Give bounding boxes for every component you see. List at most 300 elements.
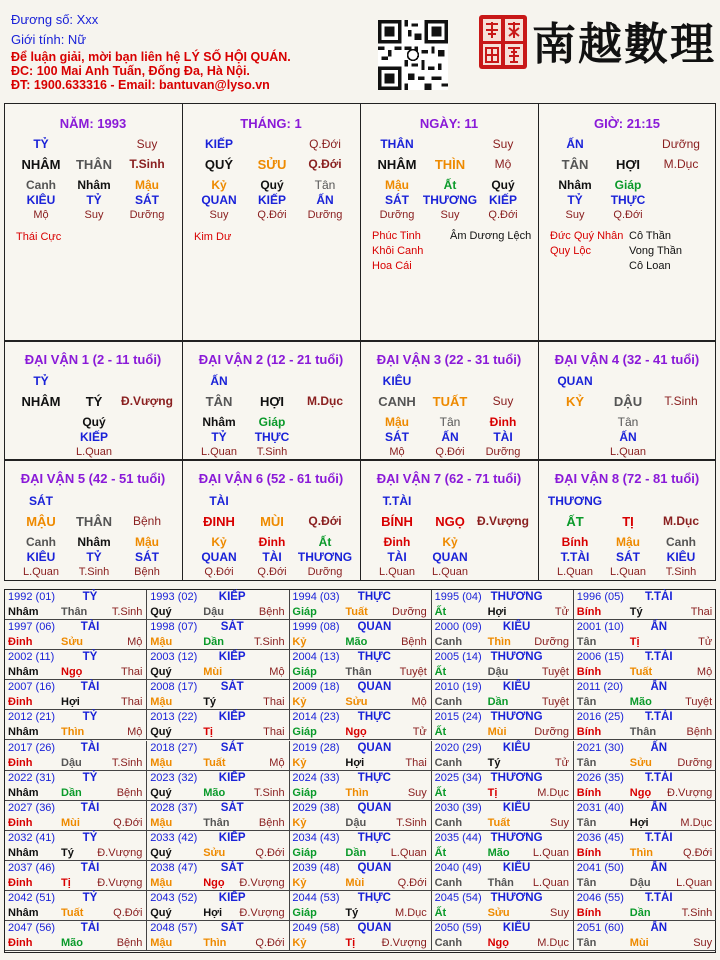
year-branch: Mùi: [487, 726, 507, 739]
year-label: 2013 (22): [150, 711, 198, 724]
year-branch: Dậu: [345, 816, 367, 829]
year-god: QUAN: [357, 861, 392, 874]
year-stem: Đinh: [8, 876, 33, 889]
year-state: Đ.Vượng: [239, 876, 285, 889]
year-state: Thai: [120, 666, 143, 679]
hidden-stem: Ất: [443, 178, 457, 192]
hidden-stem: Tân: [617, 415, 639, 429]
year-state: Mộ: [269, 756, 285, 769]
hidden-god: TỶ: [567, 193, 583, 207]
year-cell: [574, 741, 716, 771]
year-label: 2029 (38): [292, 801, 340, 814]
pillar-state: Q.Đới: [309, 137, 341, 151]
year-label: 2016 (25): [576, 711, 624, 724]
star-label: Đức Quý Nhân: [550, 230, 624, 242]
year-cell: [5, 921, 147, 951]
year-stem: Đinh: [8, 756, 33, 769]
year-stem: Canh: [434, 636, 463, 649]
star-label: Kim Dư: [194, 231, 232, 243]
dai-van-title: ĐẠI VẬN 6 (52 - 61 tuổi): [198, 471, 344, 486]
year-cell: [5, 620, 147, 650]
year-god: QUAN: [357, 621, 392, 634]
dai-van-life: Đ.Vượng: [121, 394, 173, 408]
dai-van-god: QUAN: [557, 374, 593, 388]
year-cell: [147, 620, 289, 650]
year-label: 2045 (54): [434, 892, 482, 904]
hidden-stem: Đinh: [489, 415, 517, 429]
pillar-stem: NHÂM: [377, 157, 417, 172]
pillar-stem: QUÝ: [204, 157, 234, 172]
hidden-god: SÁT: [385, 193, 409, 207]
year-branch: Ngọ: [629, 786, 652, 799]
dai-van-6: [183, 461, 360, 581]
year-state: Thai: [690, 606, 713, 618]
year-cell: [574, 801, 716, 831]
hidden-stem: Mậu: [135, 178, 159, 192]
year-label: 2047 (56): [8, 922, 56, 935]
brand-title: 南越數理: [532, 19, 716, 70]
pillar-life: M.Dục: [663, 157, 699, 171]
year-state: Tuyệt: [399, 666, 427, 679]
dai-van-god: T.TÀI: [382, 494, 412, 508]
year-branch: Thân: [203, 816, 230, 829]
year-cell: [574, 771, 716, 801]
year-branch: Ngọ: [487, 937, 509, 950]
hidden-god: KIÊU: [26, 550, 56, 564]
year-state: M.Dục: [680, 816, 713, 829]
year-branch: Hợi: [629, 816, 649, 829]
year-god: TÀI: [80, 801, 100, 814]
year-stem: Giáp: [292, 666, 317, 679]
year-label: 2051 (60): [576, 922, 624, 935]
year-label: 2032 (41): [8, 831, 56, 844]
year-god: THƯƠNG: [490, 711, 543, 724]
hidden-god: TỶ: [86, 193, 102, 207]
year-stem: Đinh: [8, 937, 33, 950]
year-stem: Nhâm: [8, 907, 39, 919]
year-state: Bệnh: [258, 816, 285, 829]
year-cell: [5, 771, 147, 801]
star-label: Quy Lộc: [550, 245, 591, 257]
hidden-state: Q.Đới: [613, 209, 643, 221]
hidden-god: KIẾP: [79, 430, 109, 444]
year-cell: [147, 861, 289, 891]
year-label: 2012 (21): [8, 711, 56, 724]
year-god: KIÊU: [502, 681, 531, 694]
hidden-state: L.Quan: [609, 446, 647, 458]
hidden-stem: Tân: [439, 415, 461, 429]
hidden-stem: Nhâm: [558, 178, 592, 192]
year-cell: [289, 650, 431, 680]
year-branch: Thìn: [487, 636, 511, 649]
dai-van-title: ĐẠI VẬN 4 (32 - 41 tuổi): [554, 352, 700, 367]
hidden-god: QUAN: [201, 193, 237, 207]
year-label: 2021 (30): [576, 741, 624, 754]
year-branch: Thìn: [203, 937, 227, 950]
chart-grid: [4, 103, 716, 581]
hidden-state: Dưỡng: [307, 209, 343, 221]
year-branch: Thìn: [629, 846, 654, 859]
year-branch: Mão: [629, 696, 652, 709]
star-label: Vong Thần: [629, 245, 683, 257]
hidden-state: T.Sinh: [78, 566, 110, 578]
year-state: Tử: [412, 726, 427, 739]
year-state: Đ.Vượng: [381, 937, 427, 950]
hidden-god: SÁT: [385, 430, 409, 444]
year-cell: [432, 590, 574, 620]
year-state: Q.Đới: [113, 816, 143, 829]
pillar-life: Q.Đới: [308, 157, 342, 171]
year-stem: Tân: [576, 816, 597, 829]
pillar-title: NGÀY: 11: [419, 116, 479, 131]
pillar-title: NĂM: 1993: [59, 116, 127, 131]
hidden-stem: Giáp: [614, 178, 642, 192]
dai-van-branch: TUẤT: [432, 394, 468, 409]
year-label: 2026 (35): [576, 771, 624, 784]
year-label: 2037 (46): [8, 861, 56, 874]
year-label: 2011 (20): [576, 681, 624, 694]
hidden-stem: Đinh: [383, 535, 411, 549]
dai-van-5: [5, 461, 182, 581]
year-cell: [147, 680, 289, 710]
hidden-stem: Nhâm: [77, 178, 111, 192]
year-branch: Sửu: [345, 696, 368, 709]
year-branch: Thân: [345, 666, 372, 679]
year-cell: [432, 710, 574, 740]
year-god: SÁT: [220, 741, 244, 754]
hidden-god: SÁT: [616, 550, 640, 564]
year-cell: [147, 831, 289, 861]
year-god: KIẾP: [218, 771, 246, 784]
year-state: Suy: [693, 937, 713, 950]
year-stem: Tân: [576, 756, 597, 769]
year-god: THƯƠNG: [490, 771, 543, 784]
year-stem: Đinh: [8, 696, 33, 709]
year-god: THỰC: [357, 591, 391, 603]
hidden-god: ẤN: [619, 430, 637, 444]
year-cell: [432, 891, 574, 921]
hidden-stem: Canh: [26, 535, 56, 549]
year-cell: [289, 741, 431, 771]
year-table: [4, 589, 716, 953]
year-stem: Bính: [576, 907, 602, 919]
year-state: Bệnh: [401, 636, 427, 649]
year-god: ẤN: [650, 801, 668, 814]
hidden-state: Q.Đới: [435, 446, 465, 458]
year-branch: Tý: [345, 907, 359, 919]
star-label: Phúc Tinh: [372, 230, 421, 242]
pillar-state: Dưỡng: [662, 137, 700, 151]
year-stem: Mậu: [150, 756, 173, 769]
year-stem: Quý: [150, 666, 172, 679]
year-branch: Tuất: [487, 816, 510, 829]
year-cell: [147, 891, 289, 921]
year-branch: Mùi: [61, 816, 80, 829]
year-god: SÁT: [220, 801, 244, 814]
year-stem: Quý: [150, 606, 172, 618]
hidden-state: Suy: [209, 209, 229, 221]
pillar-title: GIỜ: 21:15: [593, 116, 661, 131]
year-cell: [432, 741, 574, 771]
year-branch: Sửu: [629, 756, 652, 769]
year-label: 1993 (02): [150, 591, 198, 603]
year-stem: Giáp: [292, 786, 317, 799]
year-label: 2048 (57): [150, 922, 198, 935]
dai-van-stem: NHÂM: [21, 394, 61, 409]
year-god: THỰC: [357, 831, 391, 844]
contact-line: Để luận giải, mời bạn liên hệ LÝ SỐ HỘI QUÁN.: [11, 50, 291, 64]
year-stem: Ất: [434, 846, 447, 859]
year-cell: [432, 650, 574, 680]
hidden-god: ẤN: [441, 430, 459, 444]
year-label: 1998 (07): [150, 621, 198, 634]
hidden-state: Dưỡng: [485, 446, 521, 458]
qr-code-icon: [378, 20, 448, 90]
year-god: TỶ: [82, 771, 98, 784]
year-stem: Canh: [434, 876, 463, 889]
year-branch: Dậu: [629, 876, 651, 889]
year-state: Dưỡng: [534, 636, 569, 649]
year-god: SÁT: [220, 681, 244, 694]
dai-van-title: ĐẠI VẬN 2 (12 - 21 tuổi): [198, 352, 344, 367]
dai-van-life: M.Dục: [307, 394, 343, 408]
dai-van-life: Bệnh: [132, 514, 162, 528]
year-stem: Tân: [576, 937, 597, 950]
year-god: THỰC: [357, 711, 391, 724]
year-branch: Hợi: [61, 696, 80, 709]
year-stem: Canh: [434, 816, 463, 829]
year-cell: [574, 921, 716, 951]
year-label: 2002 (11): [8, 651, 55, 664]
year-cell: [289, 620, 431, 650]
year-god: TÀI: [80, 741, 100, 754]
year-branch: Thìn: [345, 786, 369, 799]
hidden-god: THƯƠNG: [297, 550, 353, 564]
year-god: TỶ: [82, 831, 98, 844]
year-god: T.TÀI: [645, 892, 673, 904]
year-label: 2008 (17): [150, 681, 198, 694]
year-stem: Tân: [576, 636, 597, 649]
pillar-month: [183, 104, 360, 340]
year-state: M.Dục: [395, 907, 427, 919]
year-stem: Canh: [434, 696, 463, 709]
hidden-stem: Giáp: [258, 415, 286, 429]
year-god: ẤN: [650, 861, 668, 874]
dai-van-4: [539, 342, 717, 459]
year-god: T.TÀI: [645, 771, 673, 784]
year-branch: Tý: [203, 696, 217, 709]
hidden-state: Suy: [84, 209, 104, 221]
year-branch: Tị: [345, 937, 356, 950]
year-stem: Mậu: [150, 636, 173, 649]
red-seal-icon: [478, 14, 528, 70]
hidden-god: QUAN: [432, 550, 468, 564]
year-cell: [432, 861, 574, 891]
hidden-god: ẤN: [316, 193, 334, 207]
year-stem: Ất: [434, 606, 447, 618]
year-state: Bệnh: [686, 726, 713, 739]
year-branch: Ngọ: [203, 876, 225, 889]
year-god: SÁT: [220, 922, 244, 935]
year-cell: [147, 590, 289, 620]
dai-van-title: ĐẠI VẬN 8 (72 - 81 tuổi): [554, 471, 700, 486]
year-cell: [5, 861, 147, 891]
hidden-god: KIÊU: [26, 193, 56, 207]
year-branch: Hợi: [345, 756, 365, 769]
year-state: Q.Đới: [682, 846, 713, 859]
year-state: Bệnh: [258, 606, 285, 618]
year-god: THƯƠNG: [490, 591, 543, 603]
year-state: Tuyệt: [685, 696, 713, 709]
year-branch: Tuất: [203, 756, 226, 769]
year-god: QUAN: [357, 681, 392, 694]
year-branch: Mùi: [203, 666, 223, 679]
year-branch: Tý: [487, 756, 501, 769]
hidden-state: Q.Đới: [488, 209, 518, 221]
year-stem: Mậu: [150, 876, 173, 889]
year-label: 2043 (52): [150, 892, 198, 904]
year-cell: [5, 741, 147, 771]
year-cell: [574, 891, 716, 921]
gender: Giới tính: Nữ: [11, 32, 87, 47]
hidden-stem: Kỷ: [211, 178, 227, 192]
star-label: Cô Loan: [629, 260, 671, 272]
year-branch: Dậu: [203, 606, 224, 618]
year-stem: Kỷ: [292, 876, 307, 889]
hidden-stem: Tân: [314, 178, 336, 192]
owner-name: Đương số: Xxx: [11, 12, 99, 27]
dai-van-7: [361, 461, 538, 581]
year-label: 2018 (27): [150, 741, 198, 754]
year-god: KIẾP: [218, 591, 246, 603]
year-god: KIÊU: [502, 801, 531, 814]
dai-van-life: Đ.Vượng: [477, 514, 529, 528]
hidden-state: Dưỡng: [129, 209, 165, 221]
year-label: 2035 (44): [434, 831, 482, 844]
hidden-state: Dưỡng: [307, 566, 343, 578]
pillar-year: [5, 104, 182, 340]
pillar-god: ẤN: [566, 137, 584, 151]
year-branch: Tị: [629, 636, 640, 649]
pillar-stem: TÂN: [561, 157, 589, 172]
year-branch: Tuất: [345, 606, 368, 618]
year-label: 2036 (45): [576, 831, 624, 844]
year-state: Mộ: [127, 726, 143, 739]
year-stem: Tân: [576, 876, 597, 889]
year-state: Bệnh: [116, 937, 143, 950]
hidden-stem: Ất: [318, 535, 332, 549]
year-god: KIẾP: [218, 831, 246, 844]
year-cell: [574, 650, 716, 680]
dai-van-branch: NGỌ: [435, 514, 465, 529]
hidden-state: T.Sinh: [256, 446, 288, 458]
dai-van-title: ĐẠI VẬN 3 (22 - 31 tuổi): [376, 352, 522, 367]
year-label: 1994 (03): [292, 591, 340, 603]
year-stem: Kỷ: [292, 636, 307, 649]
hidden-stem: Canh: [26, 178, 56, 192]
year-state: T.Sinh: [111, 606, 143, 618]
hidden-stem: Đinh: [258, 535, 286, 549]
year-branch: Mão: [345, 636, 368, 649]
year-label: 2003 (12): [150, 651, 198, 664]
year-state: T.Sinh: [681, 907, 713, 919]
year-branch: Mùi: [629, 937, 649, 950]
year-stem: Nhâm: [8, 666, 39, 679]
year-cell: [5, 891, 147, 921]
year-state: Dưỡng: [534, 726, 569, 739]
dai-van-god: TÀI: [209, 494, 229, 508]
year-cell: [5, 801, 147, 831]
year-god: ẤN: [650, 681, 668, 694]
year-god: THỰC: [357, 892, 391, 904]
year-label: 2050 (59): [434, 922, 482, 935]
year-label: 2000 (09): [434, 621, 482, 634]
year-stem: Canh: [434, 937, 463, 950]
hidden-stem: Mậu: [135, 535, 159, 549]
year-state: Mộ: [269, 666, 285, 679]
dai-van-8: [539, 461, 717, 581]
pillar-hour: [539, 104, 717, 340]
year-god: KIÊU: [502, 861, 531, 874]
year-god: ẤN: [650, 922, 668, 935]
year-branch: Mão: [487, 846, 510, 859]
year-god: KIÊU: [502, 741, 531, 754]
year-label: 2034 (43): [292, 831, 340, 844]
hidden-state: L.Quan: [22, 566, 60, 578]
year-label: 2015 (24): [434, 711, 482, 724]
pillar-branch: THÌN: [434, 157, 466, 172]
year-cell: [432, 921, 574, 951]
dai-van-branch: HỢI: [259, 394, 285, 409]
year-branch: Dần: [203, 636, 224, 649]
year-stem: Bính: [576, 786, 602, 799]
year-label: 2022 (31): [8, 771, 56, 784]
year-cell: [5, 710, 147, 740]
year-god: KIẾP: [218, 711, 246, 724]
year-god: T.TÀI: [645, 591, 673, 603]
dai-van-stem: CANH: [378, 394, 416, 409]
year-label: 2031 (40): [576, 801, 624, 814]
year-state: T.Sinh: [254, 786, 285, 799]
year-god: THƯƠNG: [490, 651, 543, 664]
year-stem: Giáp: [292, 606, 317, 618]
hidden-stem: Bính: [561, 535, 589, 549]
hidden-god: TỶ: [211, 430, 227, 444]
year-label: 2005 (14): [434, 651, 482, 664]
year-cell: [5, 831, 147, 861]
year-label: 2033 (42): [150, 831, 198, 844]
year-cell: [147, 801, 289, 831]
year-stem: Kỷ: [292, 937, 307, 950]
hidden-god: TỶ: [86, 550, 102, 564]
year-cell: [432, 771, 574, 801]
year-branch: Tuất: [61, 907, 84, 919]
hidden-state: Mộ: [33, 209, 49, 221]
year-cell: [574, 590, 716, 620]
year-branch: Sửu: [487, 907, 510, 919]
hidden-state: L.Quan: [609, 566, 647, 578]
year-god: TỶ: [82, 591, 98, 603]
hidden-state: L.Quan: [556, 566, 594, 578]
year-state: Đ.Vượng: [667, 786, 713, 799]
year-state: Dưỡng: [392, 606, 427, 618]
year-state: T.Sinh: [396, 816, 427, 829]
year-stem: Bính: [576, 726, 602, 739]
year-god: T.TÀI: [645, 711, 673, 724]
pillar-branch: SỬU: [257, 157, 287, 172]
dai-van-god: TỶ: [33, 374, 49, 388]
hidden-god: KIẾP: [257, 193, 287, 207]
